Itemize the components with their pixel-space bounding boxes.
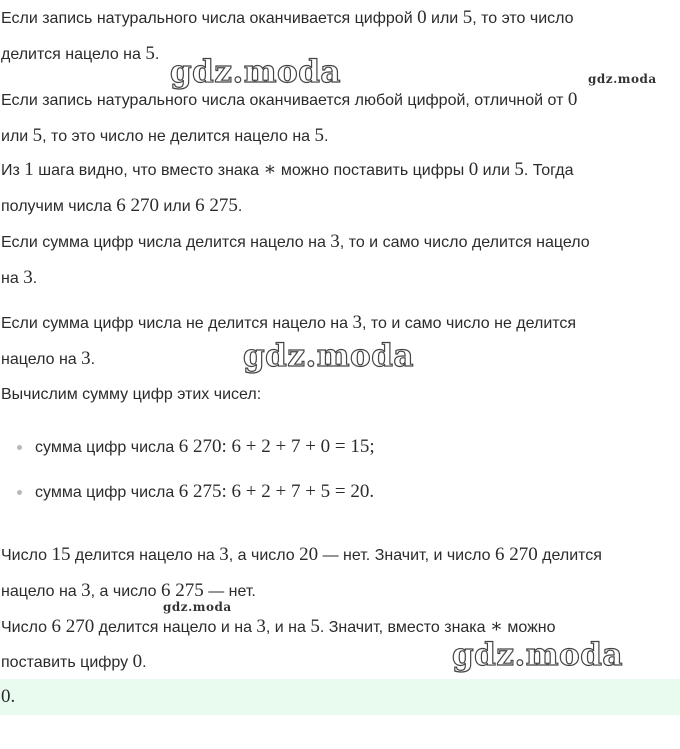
text-segment: Если сумма цифр числа не делится нацело на	[1, 315, 353, 332]
math-expression: 3	[219, 544, 229, 565]
math-expression: 3	[23, 267, 33, 288]
text-line	[1, 617, 556, 638]
text-segment: .	[154, 46, 160, 63]
math-expression: 6 270	[51, 616, 95, 637]
text-segment: Число	[1, 547, 52, 564]
math-expression: 3	[81, 348, 91, 369]
text-segment: . Тогда	[523, 162, 574, 179]
text-segment: — нет.	[203, 583, 256, 600]
math-expression: 6 270: 6 + 2 + 7 + 0 = 15;	[178, 436, 375, 457]
text-line	[1, 385, 261, 405]
text-segment: .	[90, 351, 96, 368]
math-expression: 0	[567, 89, 578, 110]
text-segment: нацело на	[1, 583, 82, 600]
list-item-text	[35, 482, 374, 503]
text-line	[1, 160, 574, 181]
text-segment: , а число	[228, 547, 300, 564]
text-segment: сумма цифр числа	[35, 439, 179, 456]
text-line	[1, 581, 256, 602]
watermark-logo: gdz.moda	[243, 338, 414, 374]
text-segment: , то это число	[472, 10, 574, 27]
math-expression: 0	[468, 159, 479, 180]
watermark-logo-small: gdz.moda	[163, 600, 232, 614]
text-segment: , то и само число делится нацело	[339, 234, 590, 251]
text-segment: .	[237, 198, 243, 215]
text-segment: .	[32, 270, 38, 287]
text-line	[1, 652, 147, 673]
answer-box	[0, 679, 680, 715]
math-expression: 6 275: 6 + 2 + 7 + 5 = 20.	[178, 481, 375, 502]
math-expression: 6 275	[195, 195, 238, 216]
math-expression: 3	[352, 312, 362, 333]
text-line	[1, 313, 576, 334]
text-segment: можно поставить цифры	[276, 162, 469, 179]
text-segment: или	[426, 10, 463, 27]
text-segment: сумма цифр числа	[35, 484, 179, 501]
text-segment: делится	[537, 547, 602, 564]
math-expression: ∗	[263, 159, 277, 180]
watermark-logo: gdz.moda	[452, 637, 623, 673]
text-line	[1, 268, 37, 289]
text-segment: Число	[1, 619, 52, 636]
text-line	[1, 545, 602, 566]
watermark-logo: gdz.moda	[170, 54, 341, 90]
text-segment: или	[158, 198, 196, 215]
text-segment: делится нацело и на	[94, 619, 257, 636]
text-segment: делится нацело на	[1, 46, 146, 63]
text-segment: на	[1, 270, 24, 287]
math-expression: 0	[132, 651, 143, 672]
text-segment: шага видно, что вместо знака	[33, 162, 264, 179]
text-line	[1, 349, 95, 370]
text-segment: . Значит, вместо знака	[319, 619, 490, 636]
text-line	[1, 126, 328, 147]
math-expression: 15	[51, 544, 71, 565]
math-expression: 5	[314, 125, 325, 146]
math-expression: 0	[417, 7, 427, 28]
math-expression: 5	[310, 616, 320, 637]
math-expression: 5	[145, 43, 155, 64]
math-expression: 20	[299, 544, 319, 565]
text-segment: Если запись натурального числа оканчивается цифрой	[1, 10, 418, 27]
bullet-icon	[17, 490, 22, 495]
math-expression: 5	[462, 7, 473, 28]
text-line	[1, 8, 574, 29]
text-line	[1, 232, 590, 253]
text-segment: получим числа	[1, 198, 117, 215]
text-segment: делится нацело на	[70, 547, 220, 564]
math-expression: 3	[256, 616, 266, 637]
text-line	[1, 90, 577, 111]
text-segment: нацело на	[1, 351, 82, 368]
math-expression: 5	[514, 159, 524, 180]
text-segment: .	[324, 128, 329, 145]
text-segment: , и на	[265, 619, 311, 636]
bullet-icon	[17, 445, 22, 450]
text-segment: , то и само число не делится	[361, 315, 577, 332]
text-segment: , а число	[90, 583, 161, 600]
math-expression: 6 270	[116, 195, 159, 216]
math-expression: ∗	[490, 616, 503, 637]
list-item-text	[35, 437, 375, 458]
text-segment: поставить цифру	[1, 654, 133, 671]
math-expression: 3	[330, 231, 340, 252]
text-segment: Если запись натурального числа оканчивается любой цифрой, отличной от	[1, 92, 568, 109]
math-expression: 6 275	[161, 580, 204, 601]
text-segment: можно	[502, 619, 556, 636]
text-segment: или	[1, 128, 33, 145]
answer-value: 0.	[1, 686, 16, 707]
text-segment: Если сумма цифр числа делится нацело на	[1, 234, 331, 251]
text-segment: или	[478, 162, 515, 179]
text-segment: — нет. Значит, и число	[318, 547, 495, 564]
math-expression: 6 270	[494, 544, 538, 565]
text-segment: .	[142, 654, 147, 671]
text-line	[1, 196, 242, 217]
text-segment: Вычислим сумму цифр этих чисел:	[1, 386, 262, 403]
text-segment: Из	[1, 162, 25, 179]
watermark-logo-small: gdz.moda	[588, 72, 657, 86]
math-expression: 5	[32, 125, 43, 146]
math-expression: 1	[24, 159, 34, 180]
text-segment: , то это число не делится нацело на	[42, 128, 315, 145]
math-expression: 3	[81, 580, 91, 601]
text-line	[1, 44, 159, 65]
